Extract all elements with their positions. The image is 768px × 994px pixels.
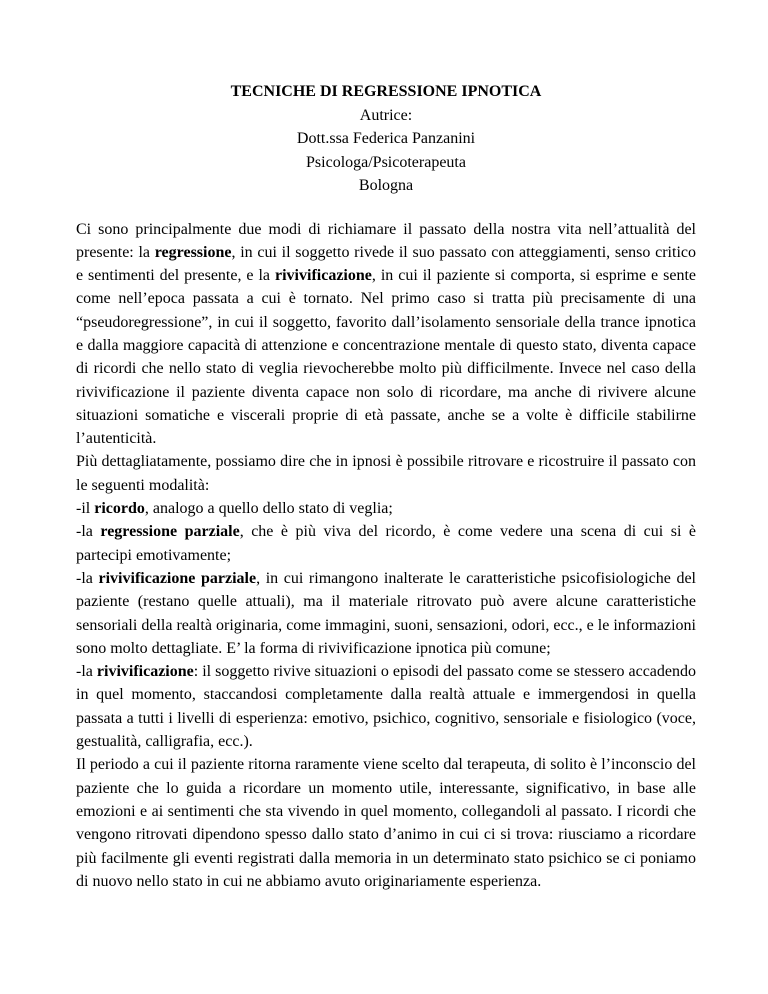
term-rivivificazione: rivivificazione [275,267,372,285]
list-item-term: rivivificazione [96,663,194,681]
list-item-prefix: -il [76,500,95,518]
list-item-text: : il soggetto rivive situazioni o episodi del passato come se stessero accadendo in quel momento, staccandosi completamente dalla realtà attuale e immergendosi in quella passata a tutti i livelli di esperienza: emotivo, psichico, cognitivo, sensoriale e fisiologico (voce, gestualità, calligrafia, ecc.). [76,663,697,751]
list-item-rivivificazione-parziale [76,567,696,660]
period-paragraph: Il periodo a cui il paziente ritorna raramente viene scelto dal terapeuta, di solito è l’inconscio del paziente che lo guida a ricordare un momento utile, interessante, significativo, in base alle emozioni e ai sentimenti che sta vivendo in quel momento, collegandoli al passato. I ricordi che vengono ritrovati dipendono spesso dallo stato d’animo in cui ci si trova: riusciamo a ricordare più facilmente gli eventi registrati dalla memoria in un determinato stato psichico se ci poniamo di nuovo nello stato in cui ne abbiamo avuto originariamente esperienza. [76,756,696,890]
document-header [76,80,696,198]
term-regressione: regressione [154,243,232,261]
list-item-term: rivivificazione parziale [98,569,257,587]
document-body [76,218,696,894]
list-item-regressione-parziale [76,520,696,567]
list-item-rivivificazione [76,660,696,753]
list-item-ricordo [76,497,696,520]
list-item-term: ricordo [94,500,145,518]
list-item-term: regressione parziale [100,523,240,541]
author-role: Psicologa/Psicoterapeuta [306,153,466,171]
intro-text-2: , in cui il soggetto rivede il suo passato con atteggiamenti, senso critico e sentimenti del presente, e la [76,243,696,285]
list-item-prefix: -la [76,569,99,587]
author-name: Dott.ssa Federica Panzanini [296,130,476,147]
list-item-text: , che è più viva del ricordo, è come vedere una scena di cui si è partecipi emotivamente; [76,523,697,564]
intro-text-3: , in cui il paziente si comporta, si esprime e sente come nell’epoca passata a cui è tornato. Nel primo caso si tratta più precisamente di una “pseudoregressione”, in cui il soggetto, favorito dall’isolamento sensoriale della trance ipnotica e dalla maggiore capacità di attenzione e concentrazione mentale di questo stato, diventa capace di ricordi che nello stato di veglia rievocherebbe molto più difficilmente. Invece nel caso della rivivificazione il paziente diventa capace non solo di ricordare, ma anche di rivivere alcune situazioni somatiche e viscerali proprie di età passate, anche se a volte è difficile stabilirne l’autenticità. [76,267,696,448]
list-item-text: , in cui rimangono inalterate le caratteristiche psicofisiologiche del paziente (restano quelle attuali), ma il materiale ritrovato può avere alcune caratteristiche sensoriali della realtà originaria, come immagini, suoni, sensazioni, odori, ecc., e le informazioni sono molto dettagliate. E’ la forma di rivivificazione ipnotica più comune; [76,569,697,657]
author-city: Bologna [358,177,414,194]
list-item-prefix: -la [76,523,101,541]
modalities-paragraph: Più dettagliatamente, possiamo dire che in ipnosi è possibile ritrovare e ricostruire il passato con le seguenti modalità: [76,453,696,494]
document-title: TECNICHE DI REGRESSIONE IPNOTICA [230,83,542,100]
list-item-prefix: -la [76,663,97,681]
intro-paragraph [76,218,696,451]
intro-text-1: Ci sono principalmente due modi di richiamare il passato della nostra vita nell’attualità del presente: la [76,220,696,261]
author-label: Autrice: [359,106,413,124]
list-item-text: , analogo a quello dello stato di veglia; [144,500,393,518]
